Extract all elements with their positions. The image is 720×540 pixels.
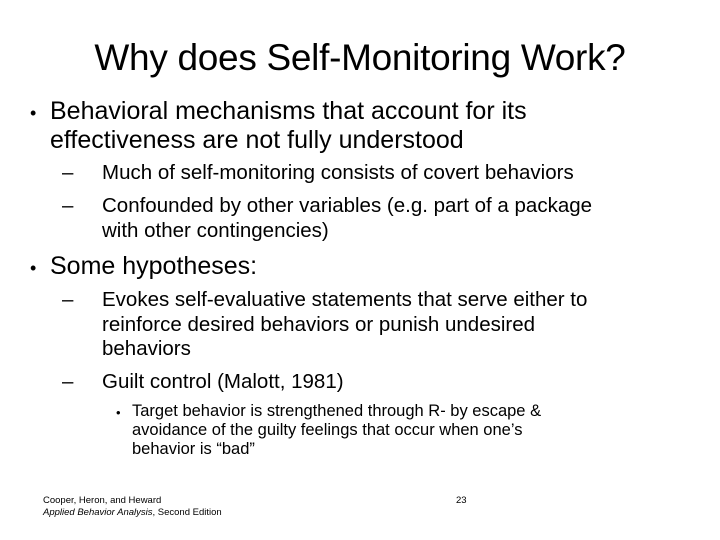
subbullet-text: Evokes self-evaluative statements that serve either to reinforce desired behaviors or punish undesired behaviors bbox=[102, 288, 588, 360]
subbullet-text: Confounded by other variables (e.g. part of a package with other contingencies) bbox=[102, 194, 593, 242]
slide-title: Why does Self-Monitoring Work? bbox=[94, 37, 626, 78]
footer-edition: , Second Edition bbox=[152, 507, 222, 518]
bullet-icon: • bbox=[30, 103, 37, 123]
bullet-icon: • bbox=[116, 405, 121, 420]
footer-book bbox=[43, 507, 222, 519]
bullet-text: Some hypotheses: bbox=[50, 252, 258, 280]
subbullet-text: Guilt control (Malott, 1981) bbox=[102, 370, 344, 393]
dash-icon: – bbox=[62, 161, 74, 184]
bullet-text: Behavioral mechanisms that account for its effectiveness are not fully understood bbox=[50, 97, 527, 154]
footer-authors: Cooper, Heron, and Heward bbox=[43, 495, 162, 506]
footer-citation bbox=[43, 495, 222, 519]
dash-icon: – bbox=[62, 288, 74, 311]
page-number: 23 bbox=[456, 495, 467, 506]
subbullet-text: Much of self-monitoring consists of covert behaviors bbox=[102, 161, 574, 184]
dash-icon: – bbox=[62, 370, 74, 393]
footer-book-title: Applied Behavior Analysis bbox=[43, 507, 153, 518]
bullet-icon: • bbox=[30, 258, 37, 278]
subsubbullet-text: Target behavior is strengthened through R- by escape & avoidance of the guilty feelings that occur when one’s behavior is “bad” bbox=[132, 402, 542, 458]
dash-icon: – bbox=[62, 194, 74, 217]
